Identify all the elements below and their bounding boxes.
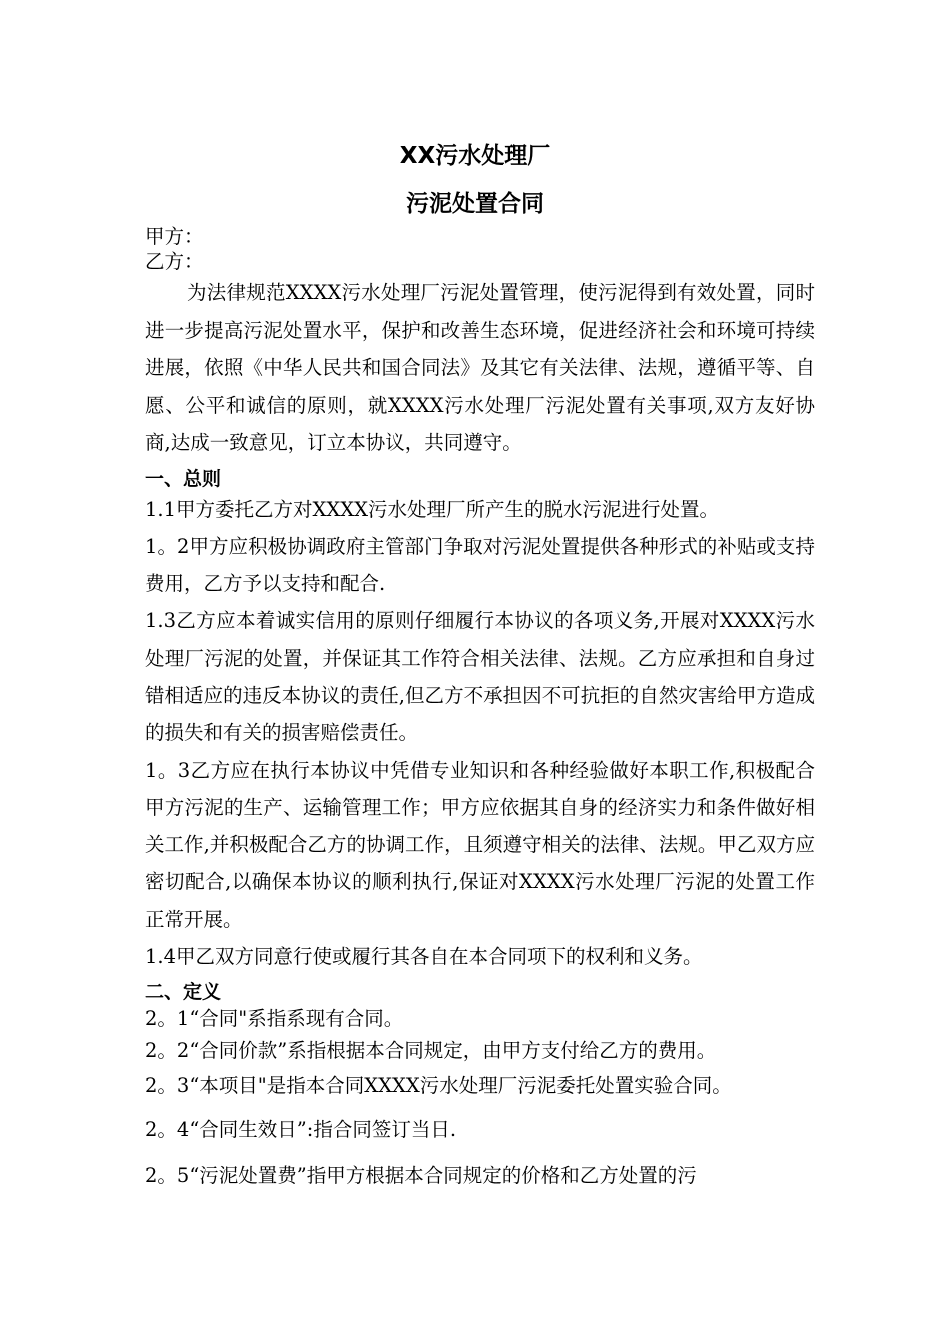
clause-1-1: 1.1甲方委托乙方对XXXX污水处理厂所产生的脱水污泥进行处置。	[145, 497, 720, 521]
clause-1-2: 1。2甲方应积极协调政府主管部门争取对污泥处置提供各种形式的补贴或支持费用，乙方予以支持和配合.	[145, 534, 815, 596]
definition-2-3: 2。3“本项目"是指本合同XXXX污水处理厂污泥委托处置实验合同。	[145, 1074, 732, 1098]
section-heading-general: 一、总则	[145, 467, 222, 490]
document-subtitle: 污泥处置合同	[406, 191, 544, 217]
party-a-label: 甲方：	[145, 225, 204, 248]
party-b-label: 乙方：	[145, 250, 204, 273]
clause-1-4: 1.4甲乙双方同意行使或履行其各自在本合同项下的权利和义务。	[145, 945, 703, 969]
clause-1-3b: 1。3乙方应在执行本协议中凭借专业知识和各种经验做好本职工作,积极配合甲方污泥的生产、运输管理工作；甲方应依据其自身的经济实力和条件做好相关工作,并积极配合乙方的协调工作，且须遵守相关的法律、法规。甲乙双方应密切配合,以确保本协议的顺利执行,保证对XXXX污水处理厂污泥的处置工作正常开展。	[145, 758, 815, 931]
document-body	[145, 224, 815, 1195]
clause-1-3: 1.3乙方应本着诚实信用的原则仔细履行本协议的各项义务,开展对XXXX污水处理厂污泥的处置，并保证其工作符合相关法律、法规。乙方应承担和自身过错相适应的违反本协议的责任,但乙方不承担因不可抗拒的自然灾害给甲方造成的损失和有关的损害赔偿责任。	[145, 609, 815, 745]
definition-2-4: 2。4“合同生效日”:指合同签订当日.	[145, 1118, 457, 1142]
document-title: XX污水处理厂	[399, 143, 551, 169]
section-heading-definitions: 二、定义	[145, 981, 222, 1004]
preamble-paragraph: 为法律规范XXXX污水处理厂污泥处置管理，使污泥得到有效处置，同时进一步提高污泥处置水平，保护和改善生态环境，促进经济社会和环境可持续进展，依照《中华人民共和国合同法》及其它有关法律、法规，遵循平等、自愿、公平和诚信的原则，就XXXX污水处理厂污泥处置有关事项,双方友好协商,达成一致意见，订立本协议，共同遵守。	[145, 281, 815, 454]
definition-2-2: 2。2“合同价款”系指根据本合同规定，由甲方支付给乙方的费用。	[145, 1039, 717, 1063]
definition-2-5: 2。5“污泥处置费”指甲方根据本合同规定的价格和乙方处置的污	[145, 1164, 697, 1188]
definition-2-1: 2。1“合同"系指系现有合同。	[145, 1007, 404, 1031]
